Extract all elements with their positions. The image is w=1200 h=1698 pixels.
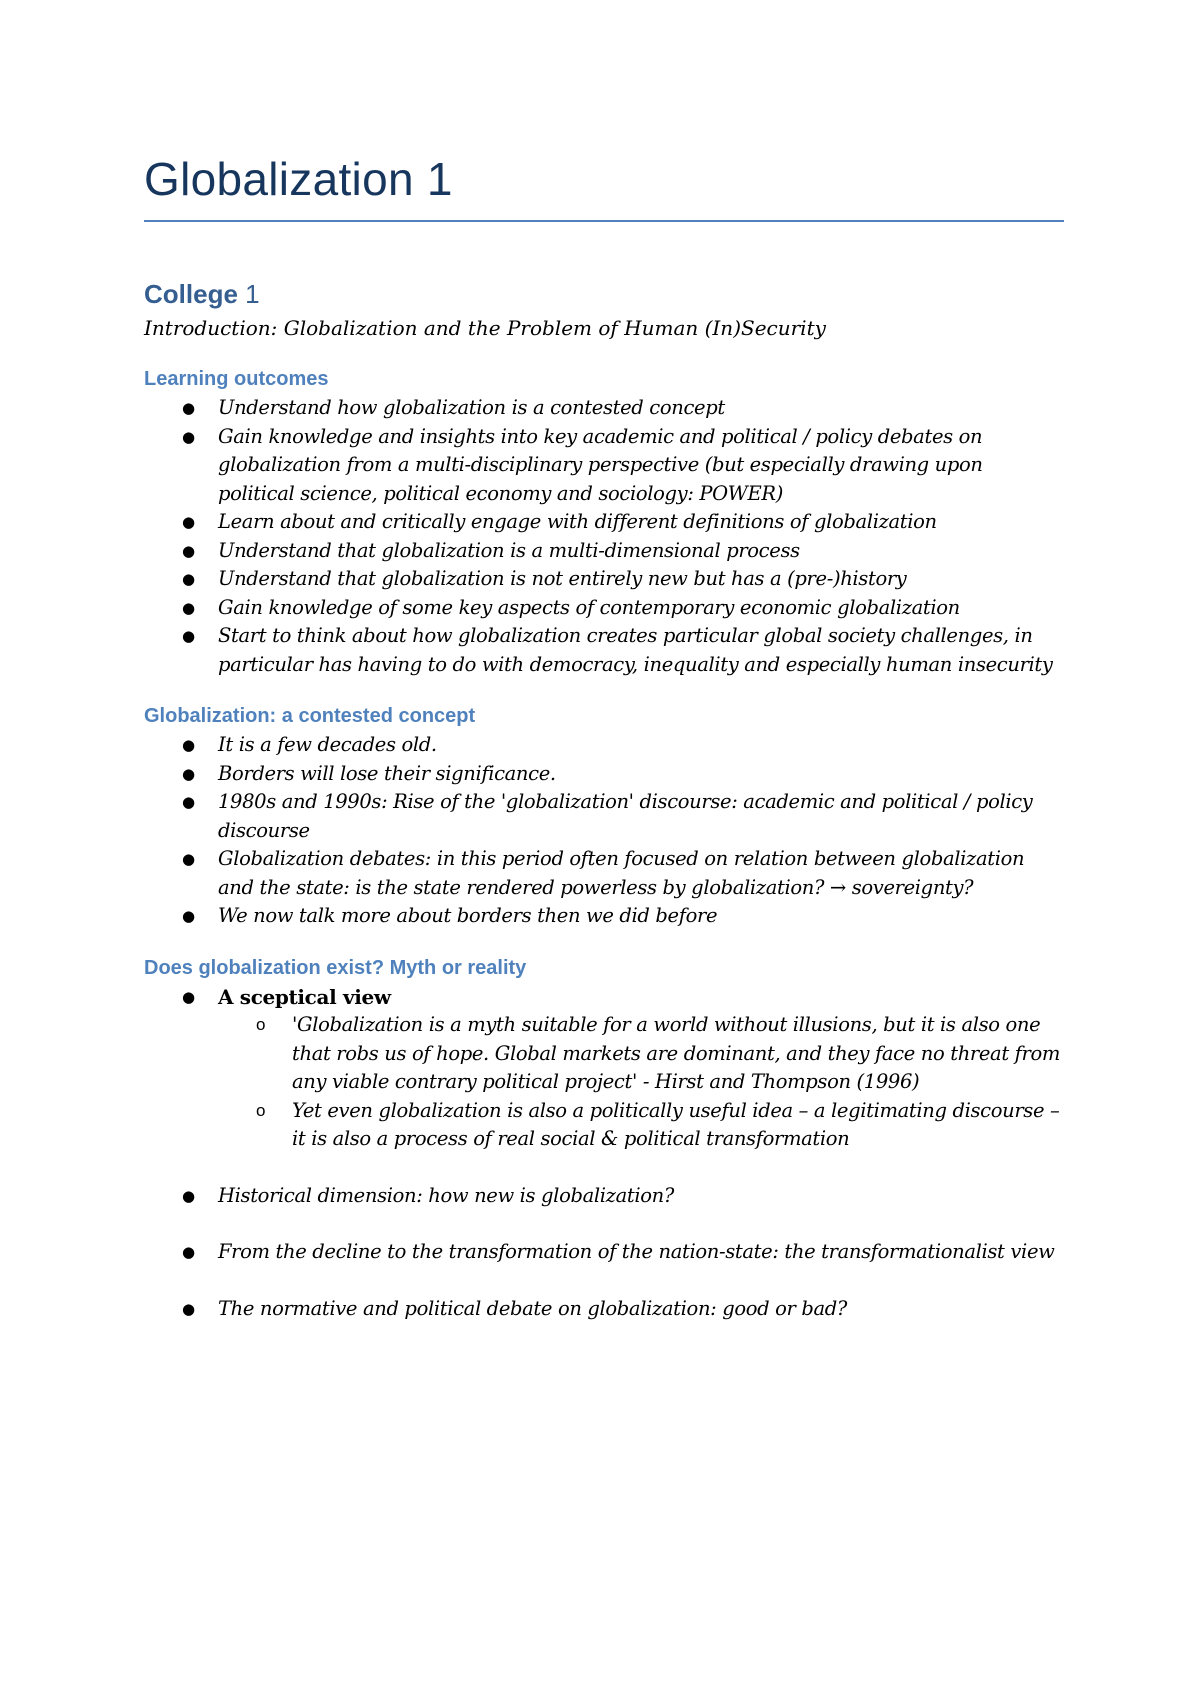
bullet-icon: ●: [182, 1186, 195, 1205]
list-item: ● Gain knowledge and insights into key academic and political / policy debates on globalization from a multi-disciplinary perspective (but especially drawing upon political science, political economy and sociology: POWER): [182, 424, 983, 505]
bullet-icon: ●: [182, 513, 195, 531]
list-item: ● It is a few decades old.: [144, 731, 1064, 760]
bullet-icon: ●: [182, 541, 195, 560]
list-item: ● Understand that globalization is a multi-dimensional process: [144, 537, 1064, 566]
list-item: ● 1980s and 1990s: Rise of the 'globalization' discourse: academic and political / policy discourse: [182, 790, 1033, 842]
bullet-icon: ●: [182, 736, 195, 754]
bullet-icon: ●: [182, 1299, 195, 1318]
bullet-icon: ●: [182, 987, 195, 1006]
myth-or-reality-list: [144, 983, 1064, 1324]
list-item: ● From the decline to the transformation of the nation-state: the transformationalist view: [144, 1238, 1064, 1267]
list-item: ● Historical dimension: how new is globalization?: [144, 1182, 1064, 1211]
list-item: [144, 983, 1064, 1154]
document-content: [144, 150, 1064, 1323]
bullet-icon: ●: [182, 627, 195, 645]
bullet-icon: ●: [182, 427, 195, 446]
bullet-icon: ●: [182, 793, 195, 811]
college-subtitle: Introduction: Globalization and the Problem of Human (In)Security: [144, 316, 826, 340]
contested-concept-heading: Globalization: a contested concept: [144, 705, 476, 727]
college-heading-number: 1: [245, 279, 260, 309]
list-item: ● Understand how globalization is a contested concept: [144, 394, 1064, 423]
circle-bullet-icon: o: [256, 1015, 266, 1034]
list-item: ● Gain knowledge of some key aspects of contemporary economic globalization: [144, 594, 1064, 623]
list-item: ● Borders will lose their significance.: [144, 760, 1064, 789]
bullet-icon: ●: [182, 598, 195, 617]
bullet-icon: ●: [182, 1243, 195, 1261]
sub-list-item: o Yet even globalization is also a politically useful idea – a legitimating discourse – it is also a process of real social & political transformation: [256, 1098, 1060, 1150]
sceptical-view-sublist: [218, 1011, 1064, 1154]
title-underline: [144, 220, 1064, 222]
contested-concept-list: [144, 731, 1064, 931]
document-title: Globalization 1: [144, 153, 453, 205]
sub-list-item: o 'Globalization is a myth suitable for a world without illusions, but it is also one that robs us of hope. Global markets are dominant, and they face no threat from any viable contrary political project' - Hirst and Thompson (1996): [256, 1013, 1061, 1093]
myth-or-reality-heading: Does globalization exist? Myth or reality: [144, 956, 527, 979]
list-item: ● Understand that globalization is not entirely new but has a (pre-)history: [144, 565, 1064, 594]
bullet-icon: ●: [182, 570, 195, 588]
list-item: ● The normative and political debate on globalization: good or bad?: [144, 1295, 1064, 1324]
bullet-icon: ●: [182, 764, 195, 783]
learning-outcomes-list: [144, 394, 1064, 679]
bullet-icon: ●: [182, 907, 195, 925]
learning-outcomes-heading: Learning outcomes: [144, 368, 329, 390]
list-item: ● We now talk more about borders then we did before: [144, 902, 1064, 931]
circle-bullet-icon: o: [256, 1100, 266, 1120]
bullet-icon: ●: [182, 850, 195, 868]
list-item: ● Start to think about how globalization creates particular global society challenges, in particular has having to do with democracy, inequality and especially human insecurity: [182, 624, 1053, 676]
list-item: ● Globalization debates: in this period often focused on relation between globalization and the state: is the state rendered powerless by globalization? → sovereignty?: [182, 847, 1025, 899]
bullet-icon: ●: [182, 399, 195, 417]
sceptical-view-label: A sceptical view: [218, 984, 391, 1009]
list-item: ● Learn about and critically engage with different definitions of globalization: [144, 508, 1064, 537]
college-heading-word: College: [144, 279, 238, 309]
college-heading: [144, 278, 1064, 310]
